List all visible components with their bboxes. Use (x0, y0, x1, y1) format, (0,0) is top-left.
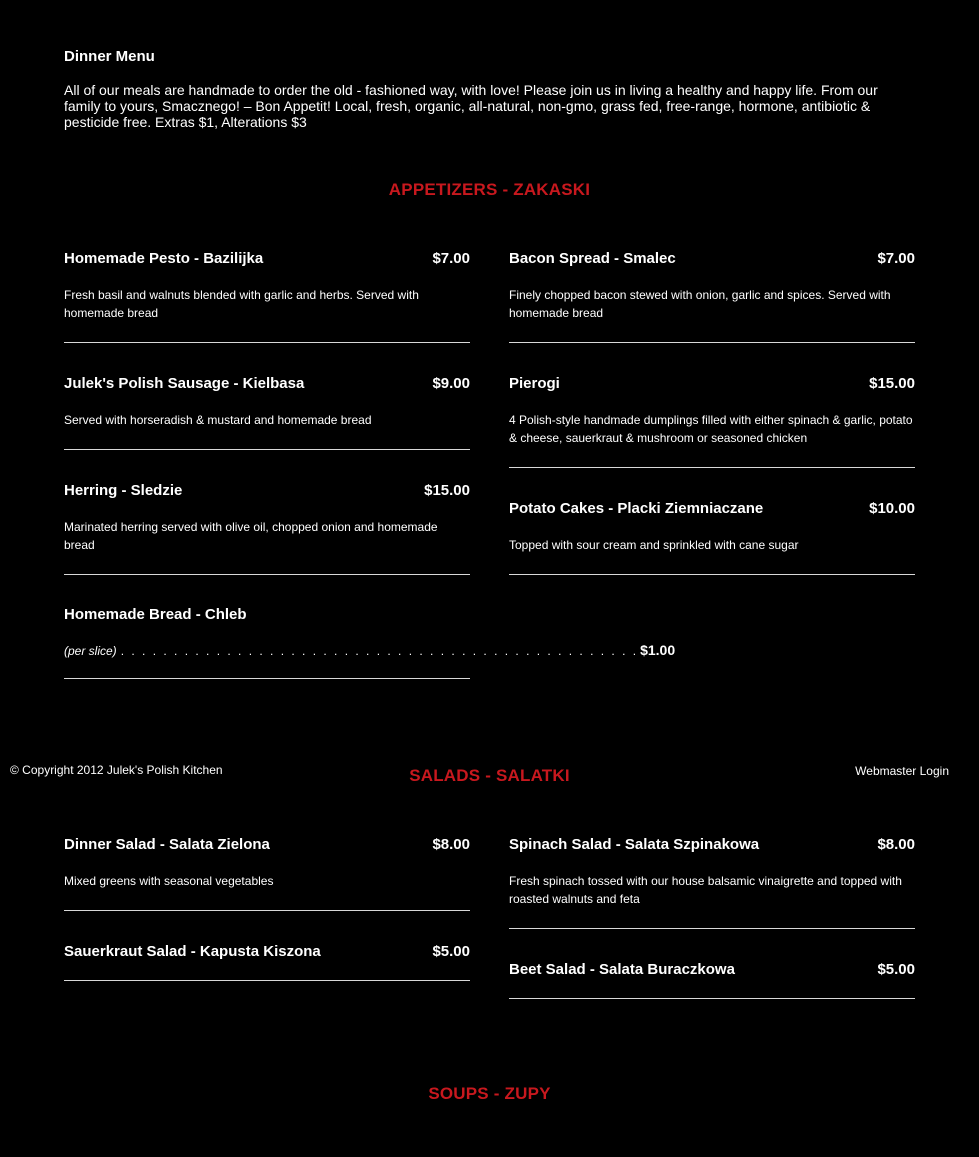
item-name: Beet Salad - Salata Buraczkowa (509, 961, 735, 978)
item-description: Topped with sour cream and sprinkled with cane sugar (509, 538, 799, 552)
item-name: Pierogi (509, 375, 560, 392)
menu-item (64, 375, 470, 450)
menu-item (64, 482, 470, 575)
item-description: Fresh basil and walnuts blended with garlic and herbs. Served with homemade bread (64, 288, 419, 320)
item-price: $5.00 (877, 961, 915, 978)
item-price: $8.00 (432, 836, 470, 853)
item-price: $10.00 (869, 500, 915, 517)
dot-leader: . . . . . . . . . . . . . . . . . . . . . . . . . . . . . . . . . . . . . . . . . . . . . . . . . (120, 644, 639, 658)
item-name: Potato Cakes - Placki Ziemniaczane (509, 500, 764, 517)
item-name: Homemade Bread - Chleb (64, 606, 247, 623)
item-note: (per slice) (64, 644, 117, 658)
item-price: $7.00 (432, 250, 470, 267)
item-description: Marinated herring served with olive oil, chopped onion and homemade bread (64, 520, 438, 552)
item-price: $1.00 (640, 642, 676, 658)
item-name: Spinach Salad - Salata Szpinakowa (509, 836, 760, 853)
item-name: Julek's Polish Sausage - Kielbasa (64, 375, 305, 392)
item-description: Served with horseradish & mustard and homemade bread (64, 413, 372, 427)
item-description: Fresh spinach tossed with our house balsamic vinaigrette and topped with roasted walnuts and feta (509, 874, 902, 906)
appetizers-heading: APPETIZERS - ZAKASKI (388, 180, 591, 199)
item-price: $7.00 (877, 250, 915, 267)
item-name: Sauerkraut Salad - Kapusta Kiszona (64, 943, 321, 960)
menu-item (509, 961, 915, 999)
webmaster-login-link[interactable]: Webmaster Login (855, 764, 949, 778)
item-description: Finely chopped bacon stewed with onion, garlic and spices. Served with homemade bread (509, 288, 891, 320)
menu-item (64, 250, 470, 343)
item-name: Homemade Pesto - Bazilijka (64, 250, 264, 267)
menu-item (64, 836, 470, 911)
item-name: Bacon Spread - Smalec (509, 250, 676, 267)
menu-item (509, 500, 915, 575)
menu-item (64, 606, 676, 679)
soups-heading: SOUPS - ZUPY (428, 1084, 551, 1103)
item-price: $15.00 (424, 482, 470, 499)
item-price: $15.00 (869, 375, 915, 392)
salads-heading: SALADS - SALATKI (409, 766, 570, 785)
menu-item (509, 375, 915, 468)
item-name: Dinner Salad - Salata Zielona (64, 836, 270, 853)
item-name: Herring - Sledzie (64, 482, 183, 499)
menu-item (509, 836, 915, 929)
item-price: $9.00 (432, 375, 470, 392)
item-price: $5.00 (432, 943, 470, 960)
menu-item (64, 943, 470, 981)
item-price: $8.00 (877, 836, 915, 853)
copyright: © Copyright 2012 Julek's Polish Kitchen (10, 763, 223, 777)
item-description: 4 Polish-style handmade dumplings filled with either spinach & garlic, potato & cheese, sauerkraut & mushroom or seasoned chicken (509, 413, 913, 445)
price-leader (64, 642, 676, 678)
item-description: Mixed greens with seasonal vegetables (64, 874, 274, 888)
menu-intro: All of our meals are handmade to order the old - fashioned way, with love! Please join us in living a healthy and happy life. From our family to yours, Smacznego! – Bon Appetit! Local, fresh, organic, all-natural, non-gmo, grass fed, free-range, hormone, antibiotic & pesticide free. Extras $1, Alterations $3 (64, 82, 878, 130)
menu-title: Dinner Menu (64, 48, 155, 65)
menu-item (509, 250, 915, 343)
